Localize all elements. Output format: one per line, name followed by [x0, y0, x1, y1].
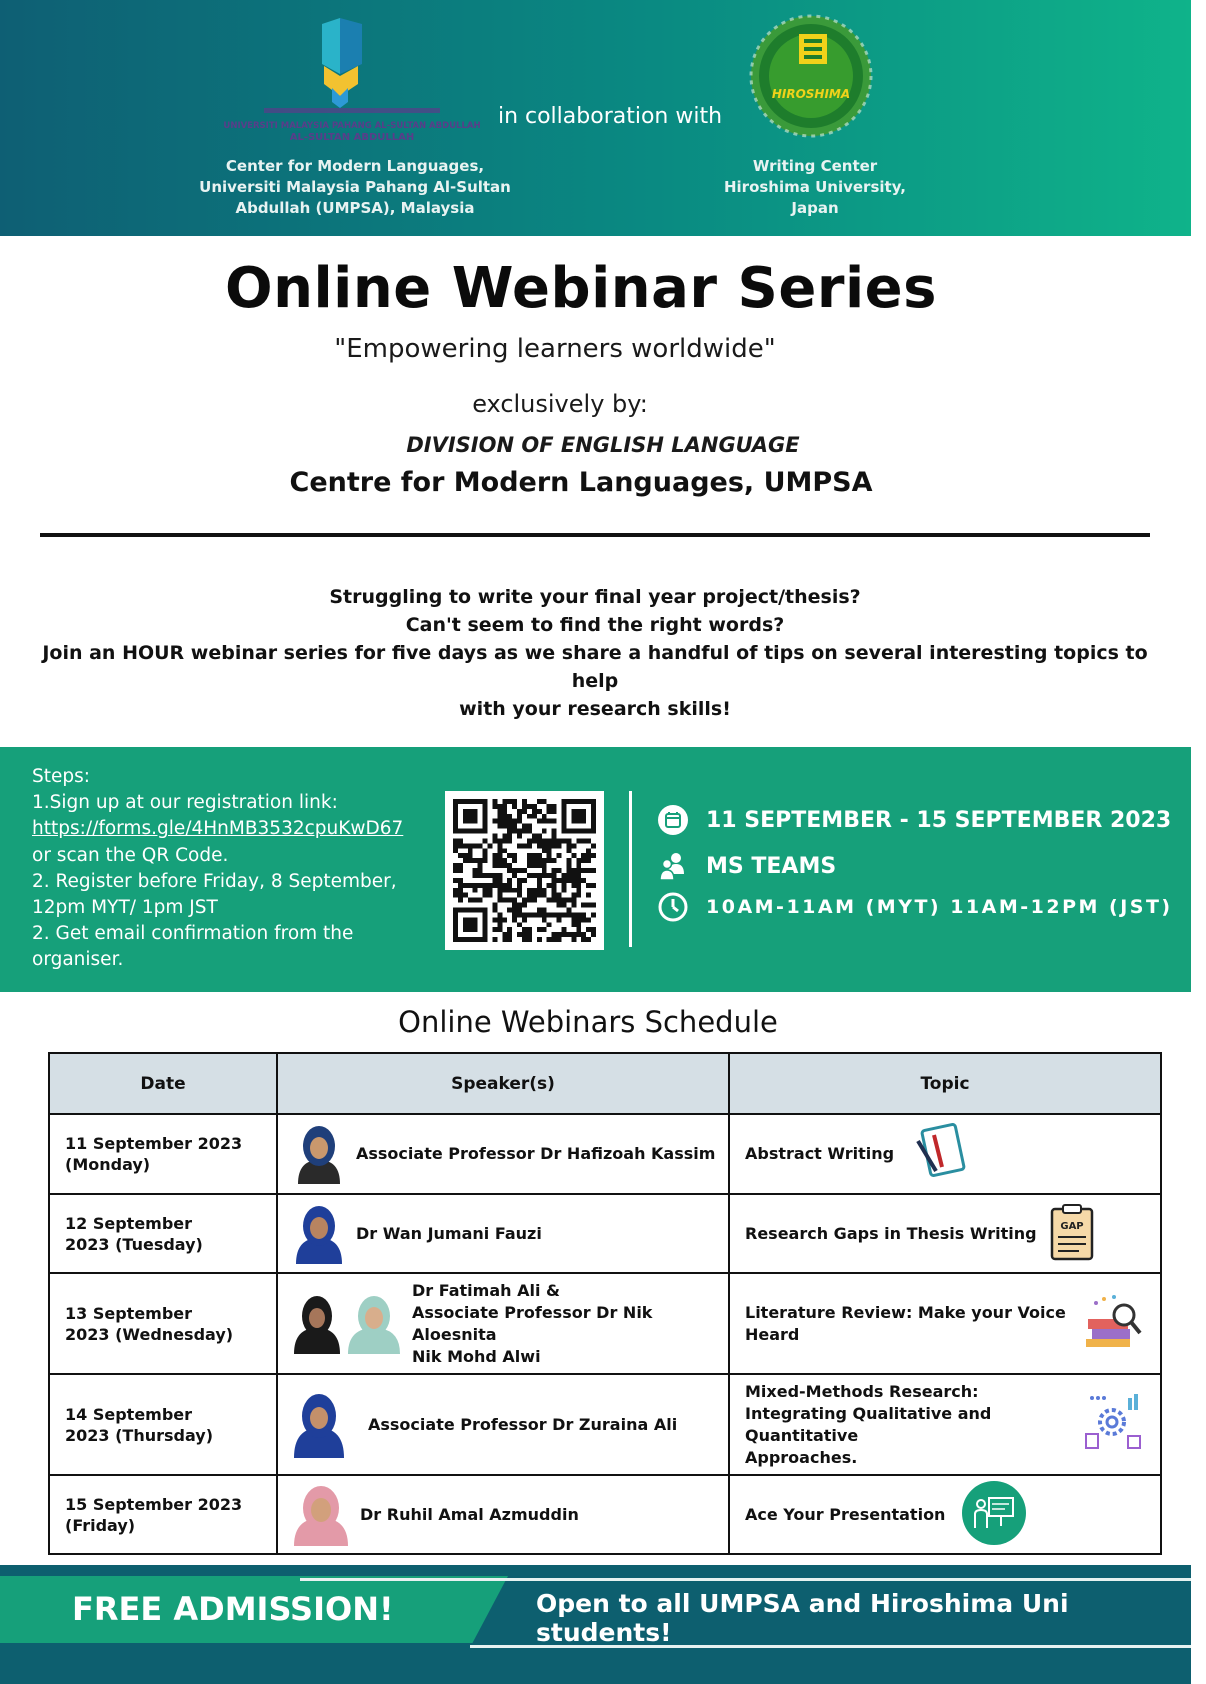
collab-text: in collaboration with [497, 104, 723, 129]
table-header-row [49, 1053, 1161, 1114]
event-time: 10AM-11AM (MYT) 11AM-12PM (JST) [706, 896, 1173, 918]
event-platform: MS TEAMS [706, 853, 837, 879]
date-line: 13 September [65, 1303, 193, 1323]
hiroshima-caption-line: Hiroshima University, [723, 178, 907, 196]
intro-line: with your research skills! [459, 698, 731, 720]
topic-text: Mixed-Methods Research: [745, 1381, 979, 1401]
speaker-name: Associate Professor Dr Nik Aloesnita [412, 1302, 653, 1344]
notebook-pen-icon [908, 1121, 968, 1187]
row-topic [729, 1273, 1161, 1374]
speaker-name: Associate Professor Dr Zuraina Ali [368, 1414, 678, 1434]
people-icon [656, 849, 690, 883]
date-line: 2023 (Thursday) [65, 1425, 214, 1445]
row-topic [729, 1374, 1161, 1475]
page-title: Online Webinar Series [225, 256, 937, 321]
speaker-avatar [292, 1200, 346, 1268]
hiroshima-caption-line: Writing Center [752, 157, 878, 175]
event-date: 11 SEPTEMBER - 15 SEPTEMBER 2023 [706, 807, 1172, 833]
row-topic [729, 1114, 1161, 1194]
header-speakers: Speaker(s) [277, 1053, 729, 1114]
registration-link[interactable]: https://forms.gle/4HnMB3532cpuKwD67 [32, 818, 404, 840]
registration-qr-code[interactable] [445, 791, 604, 950]
speaker-avatar [292, 1120, 346, 1188]
row-speaker [277, 1114, 729, 1194]
topic-text: Research Gaps in Thesis Writing [745, 1223, 1037, 1243]
schedule-table [48, 1052, 1162, 1555]
step-line: 1.Sign up at our registration link: [32, 792, 338, 814]
umpsa-logo [223, 14, 481, 144]
header-date: Date [49, 1053, 277, 1114]
intro-text [30, 583, 1160, 723]
row-date [49, 1475, 277, 1554]
row-speaker [277, 1475, 729, 1554]
date-line: 2023 (Tuesday) [65, 1234, 203, 1254]
step-line: or scan the QR Code. [32, 844, 229, 866]
umpsa-caption [190, 156, 520, 219]
svg-text:GAP: GAP [1059, 1220, 1084, 1232]
table-row [49, 1475, 1161, 1554]
speaker-name: Nik Mohd Alwi [412, 1346, 541, 1366]
step-line: 2. Register before Friday, 8 September, [32, 870, 397, 892]
topic-text: Integrating Qualitative and Quantitative [745, 1403, 992, 1445]
umpsa-caption-line: Universiti Malaysia Pahang Al-Sultan [199, 178, 511, 196]
hiroshima-logo-text: HIROSHIMA [771, 87, 851, 101]
speaker-avatar [346, 1290, 402, 1358]
row-topic [729, 1475, 1161, 1554]
date-line: (Monday) [65, 1155, 151, 1174]
free-admission: FREE ADMISSION! [72, 1590, 394, 1628]
hiroshima-logo [745, 12, 883, 142]
topic-text: Literature Review: Make your Voice Heard [745, 1302, 1066, 1344]
table-row [49, 1374, 1161, 1475]
row-speaker [277, 1194, 729, 1273]
intro-line: Join an HOUR webinar series for five days as we share a handful of tips on several interesting topics to help [42, 642, 1148, 692]
open-to-all: Open to all UMPSA and Hiroshima Uni students! [536, 1589, 1069, 1647]
umpsa-logo-text: UNIVERSITI MALAYSIA PAHANG AL-SULTAN ABDULLAH [223, 121, 481, 131]
gap-clipboard-icon [1049, 1203, 1095, 1265]
books-magnifier-icon [1084, 1293, 1144, 1355]
date-line: (Friday) [65, 1515, 136, 1535]
umpsa-caption-line: Abdullah (UMPSA), Malaysia [235, 199, 475, 217]
topic-text: Abstract Writing [745, 1144, 895, 1163]
steps-heading: Steps: [32, 766, 90, 787]
footer-line-top [300, 1578, 1191, 1581]
divider-rule [40, 533, 1150, 537]
event-time-row [656, 890, 1173, 924]
speaker-avatar [292, 1480, 350, 1550]
speaker-avatar [292, 1290, 342, 1358]
date-line: 2023 (Wednesday) [65, 1324, 234, 1344]
speaker-avatar [292, 1388, 346, 1462]
qr-code-icon [453, 799, 596, 942]
date-line: 15 September 2023 [65, 1494, 243, 1514]
step-line: 12pm MYT/ 1pm JST [32, 897, 218, 919]
intro-line: Can't seem to find the right words? [405, 614, 785, 636]
row-date [49, 1374, 277, 1475]
date-line: 11 September 2023 [65, 1134, 243, 1153]
row-speaker [277, 1374, 729, 1475]
date-line: 12 September [65, 1213, 193, 1233]
row-topic [729, 1194, 1161, 1273]
step-line: organiser. [32, 949, 124, 971]
table-row [49, 1194, 1161, 1273]
hiroshima-caption-line: Japan [791, 199, 839, 217]
clock-icon [656, 890, 690, 924]
step-line: 2. Get email confirmation from the [32, 923, 354, 945]
table-row [49, 1114, 1161, 1194]
row-date [49, 1194, 277, 1273]
exclusively-by: exclusively by: [472, 390, 648, 418]
umpsa-caption-line: Center for Modern Languages, [225, 157, 485, 175]
topic-text: Ace Your Presentation [745, 1504, 946, 1524]
presentation-icon [961, 1480, 1027, 1550]
table-row [49, 1273, 1161, 1374]
gear-process-icon [1084, 1392, 1144, 1458]
page-subtitle: "Empowering learners worldwide" [334, 334, 776, 364]
speaker-name: Dr Ruhil Amal Azmuddin [360, 1504, 579, 1524]
speaker-name: Associate Professor Dr Hafizoah Kassim [356, 1144, 716, 1163]
calendar-icon [656, 803, 690, 837]
centre-name: Centre for Modern Languages, UMPSA [289, 467, 873, 498]
row-speaker [277, 1273, 729, 1374]
header-topic: Topic [729, 1053, 1161, 1114]
steps-list [32, 764, 432, 974]
svg-text:AL-SULTAN ABDULLAH: AL-SULTAN ABDULLAH [289, 132, 415, 143]
row-date [49, 1273, 277, 1374]
speaker-name: Dr Wan Jumani Fauzi [356, 1223, 542, 1243]
row-date [49, 1114, 277, 1194]
event-platform-row [656, 849, 836, 883]
event-date-row [656, 803, 1171, 837]
schedule-title: Online Webinars Schedule [398, 1005, 778, 1039]
division-name: DIVISION OF ENGLISH LANGUAGE [406, 433, 800, 457]
date-line: 14 September [65, 1404, 193, 1424]
speaker-name: Dr Fatimah Ali & [412, 1280, 560, 1300]
intro-line: Struggling to write your final year project/thesis? [329, 586, 861, 608]
topic-text: Approaches. [745, 1447, 858, 1467]
vertical-divider [629, 791, 632, 947]
hiroshima-caption [690, 156, 940, 219]
